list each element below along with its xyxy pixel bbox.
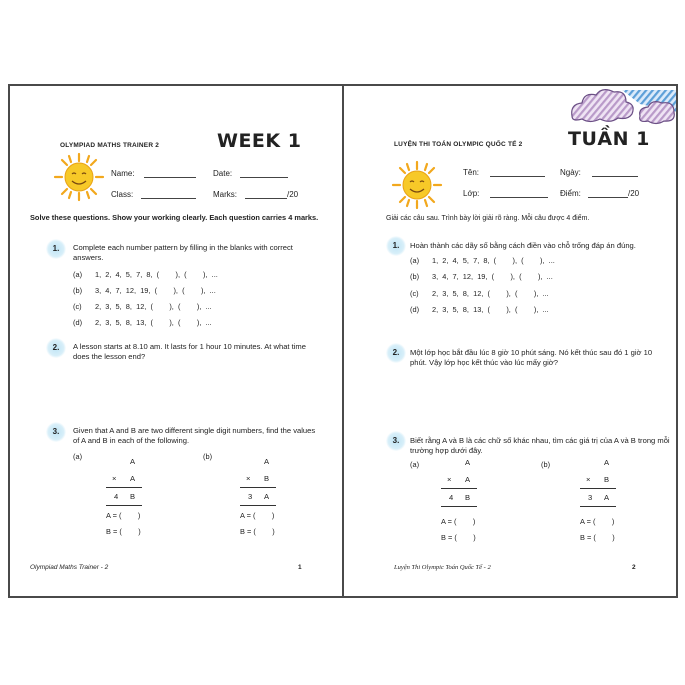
number-pattern: 2, 3, 5, 8, 12, ( ), ( ), ... (95, 302, 212, 311)
question-number: 2. (386, 343, 406, 363)
multiplication-rule (240, 505, 276, 506)
option-label: (b) (73, 286, 83, 295)
question-number: 3. (386, 431, 406, 451)
right-page (344, 86, 676, 596)
option-label: (c) (410, 289, 419, 298)
series-title: LUYỆN THI TOÁN OLYMPIC QUỐC TẾ 2 (394, 141, 523, 148)
multiplication-rule (106, 487, 142, 488)
option-label: (a) (73, 270, 83, 279)
question-text: Biết rằng A và B là các chữ số khác nhau, tìm các giá trị của A và B trong mỗi trường hợp dưới đây. (410, 436, 670, 455)
class-label: Lớp: (463, 189, 480, 198)
date-field[interactable] (240, 177, 288, 178)
multiplication-rule (106, 505, 142, 506)
multiplication-rule (580, 488, 616, 489)
instructions: Solve these questions. Show your working clearly. Each question carries 4 marks. (30, 213, 319, 222)
product-digit: 3 (248, 492, 253, 501)
multiplier: A (130, 474, 136, 483)
answer-line: B = ( ) (441, 533, 476, 542)
question-text: Một lớp học bắt đầu lúc 8 giờ 10 phút sáng. Nó kết thúc sau đó 1 giờ 10 phút. Vậy lớp học kết thúc vào lúc mấy giờ? (410, 348, 653, 367)
product-digit: A (604, 493, 610, 502)
question-number: 2. (46, 338, 66, 358)
question-number: 3. (46, 422, 66, 442)
number-pattern: 2, 3, 5, 8, 13, ( ), ( ), ... (95, 318, 212, 327)
week-title: WEEK 1 (217, 130, 302, 152)
date-label: Ngày: (560, 168, 581, 177)
number-pattern: 2, 3, 5, 8, 13, ( ), ( ), ... (432, 305, 549, 314)
sun-icon (51, 152, 107, 202)
question-text: Given that A and B are two different single digit numbers, find the values of A and B in each of the following. (73, 426, 316, 445)
product-digit: A (264, 492, 270, 501)
multiplication-rule (240, 487, 276, 488)
product-digit: 4 (449, 493, 454, 502)
answer-line: B = ( ) (240, 527, 275, 536)
product-digit: B (465, 493, 471, 502)
page-footer: Luyện Thi Olympic Toán Quốc Tế - 2 (394, 564, 491, 571)
option-label: (b) (203, 452, 213, 461)
number-pattern: 1, 2, 4, 5, 7, 8, ( ), ( ), ... (432, 256, 555, 265)
class-label: Class: (111, 190, 134, 199)
name-field[interactable] (144, 177, 196, 178)
multiplier: B (264, 474, 270, 483)
option-label: (d) (410, 305, 420, 314)
answer-line: A = ( ) (106, 511, 141, 520)
question-number: 1. (46, 239, 66, 259)
question-number: 1. (386, 236, 406, 256)
times-sign: × (112, 474, 117, 483)
product-digit: 4 (114, 492, 119, 501)
number-pattern: 3, 4, 7, 12, 19, ( ), ( ), ... (432, 272, 553, 281)
option-label: (b) (410, 272, 420, 281)
answer-line: A = ( ) (580, 517, 615, 526)
times-sign: × (246, 474, 251, 483)
option-label: (a) (73, 452, 83, 461)
option-label: (b) (541, 460, 551, 469)
times-sign: × (447, 475, 452, 484)
name-field[interactable] (490, 176, 545, 177)
answer-line: A = ( ) (240, 511, 275, 520)
week-title: TUẦN 1 (568, 128, 650, 150)
marks-total: /20 (287, 190, 299, 199)
left-page (10, 86, 342, 596)
series-title: OLYMPIAD MATHS TRAINER 2 (60, 142, 160, 149)
name-label: Tên: (463, 168, 480, 177)
question-text: Complete each number pattern by filling in the blanks with correct answers. (73, 243, 293, 262)
page-number: 1 (298, 564, 302, 571)
number-pattern: 3, 4, 7, 12, 19, ( ), ( ), ... (95, 286, 216, 295)
question-text: A lesson starts at 8.10 am. It lasts for 1 hour 10 minutes. At what time does the lesson end? (73, 342, 306, 361)
marks-total: /20 (628, 189, 640, 198)
multiplicand: A (130, 457, 136, 466)
option-label: (a) (410, 256, 420, 265)
multiplier: A (465, 475, 471, 484)
date-label: Date: (213, 169, 233, 178)
marks-field[interactable] (588, 197, 628, 198)
number-pattern: 2, 3, 5, 8, 12, ( ), ( ), ... (432, 289, 549, 298)
class-field[interactable] (490, 197, 548, 198)
multiplication-rule (441, 506, 477, 507)
sun-icon (389, 160, 445, 210)
multiplicand: A (604, 458, 610, 467)
marks-label: Điểm: (560, 189, 581, 198)
answer-line: B = ( ) (106, 527, 141, 536)
answer-line: A = ( ) (441, 517, 476, 526)
multiplicand: A (264, 457, 270, 466)
date-field[interactable] (592, 176, 638, 177)
multiplicand: A (465, 458, 471, 467)
option-label: (c) (73, 302, 82, 311)
name-label: Name: (111, 169, 135, 178)
option-label: (d) (73, 318, 83, 327)
product-digit: 3 (588, 493, 593, 502)
marks-label: Marks: (213, 190, 237, 199)
multiplication-rule (441, 488, 477, 489)
question-text: Hoàn thành các dãy số bằng cách điền vào chỗ trống đáp án đúng. (410, 241, 636, 250)
marks-field[interactable] (245, 198, 287, 199)
option-label: (a) (410, 460, 420, 469)
product-digit: B (130, 492, 136, 501)
answer-line: B = ( ) (580, 533, 615, 542)
multiplier: B (604, 475, 610, 484)
page-number: 2 (632, 564, 636, 571)
book-spread (8, 84, 678, 598)
times-sign: × (586, 475, 591, 484)
instructions: Giải các câu sau. Trình bày lời giải rõ ràng. Mỗi câu được 4 điểm. (386, 215, 590, 222)
page-footer: Olympiad Maths Trainer - 2 (30, 564, 109, 571)
class-field[interactable] (141, 198, 196, 199)
multiplication-rule (580, 506, 616, 507)
number-pattern: 1, 2, 4, 5, 7, 8, ( ), ( ), ... (95, 270, 218, 279)
